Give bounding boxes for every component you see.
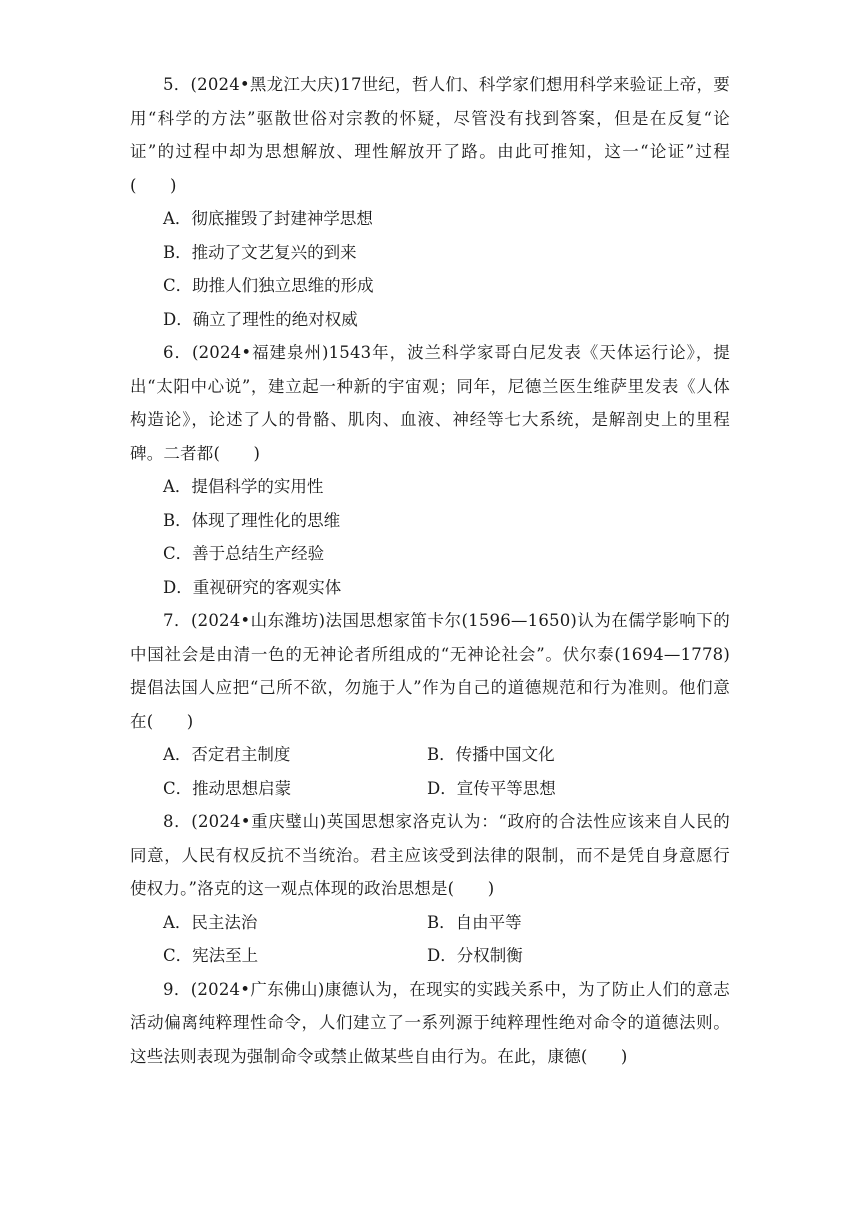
question-5-option-a: A．彻底摧毁了封建神学思想 bbox=[163, 209, 373, 228]
question-6 bbox=[130, 336, 730, 604]
question-8-options-row-2 bbox=[130, 939, 730, 973]
question-5-stem: 5．(2024•黑龙江大庆)17世纪，哲人们、科学家们想用科学来验证上帝，要用“科学的方法”驱散世俗对宗教的怀疑，尽管没有找到答案，但是在反复“论证”的过程中却为思想解放、理性解放开了路。由此可推知，这一“论证”过程( ) bbox=[130, 75, 730, 195]
question-8-option-c: C．宪法至上 bbox=[163, 946, 259, 965]
question-5 bbox=[130, 68, 730, 336]
question-8-option-a: A．民主法治 bbox=[163, 912, 258, 932]
question-8-option-b: B．自由平等 bbox=[427, 912, 522, 932]
question-9 bbox=[130, 973, 730, 1074]
question-8 bbox=[130, 805, 730, 973]
question-8-stem: 8．(2024•重庆璧山)英国思想家洛克认为：“政府的合法性应该来自人民的同意，人民有权反抗不当统治。君主应该受到法律的限制，而不是凭自身意愿行使权力。”洛克的这一观点体现的政治思想是( ) bbox=[130, 812, 730, 898]
question-6-option-a: A．提倡科学的实用性 bbox=[163, 477, 324, 496]
question-7-option-b: B．传播中国文化 bbox=[427, 745, 555, 764]
question-7-options-row-1 bbox=[130, 738, 730, 772]
question-6-stem: 6．(2024•福建泉州)1543年，波兰科学家哥白尼发表《天体运行论》，提出“太阳中心说”，建立起一种新的宇宙观；同年，尼德兰医生维萨里发表《人体构造论》，论述了人的骨骼、肌肉、血液、神经等七大系统，是解剖史上的里程碑。二者都( ) bbox=[130, 343, 730, 463]
question-7-option-c: C．推动思想启蒙 bbox=[163, 778, 292, 798]
question-7-options-row-2 bbox=[130, 772, 730, 806]
question-6-option-b: B．体现了理性化的思维 bbox=[163, 510, 341, 530]
question-5-option-c: C．助推人们独立思维的形成 bbox=[163, 276, 374, 295]
question-7 bbox=[130, 604, 730, 805]
question-5-option-d: D．确立了理性的绝对权威 bbox=[163, 309, 358, 329]
question-7-option-d: D．宣传平等思想 bbox=[427, 778, 556, 798]
question-7-stem: 7．(2024•山东潍坊)法国思想家笛卡尔(1596—1650)认为在儒学影响下的中国社会是由清一色的无神论者所组成的“无神论社会”。伏尔泰(1694—1778)提倡法国人应把“己所不欲，勿施于人”作为自己的道德规范和行为准则。他们意在( ) bbox=[130, 611, 730, 731]
question-7-option-a: A．否定君主制度 bbox=[163, 745, 291, 764]
question-5-option-b: B．推动了文艺复兴的到来 bbox=[163, 242, 357, 262]
question-6-option-d: D．重视研究的客观实体 bbox=[163, 577, 342, 597]
document-page bbox=[130, 68, 730, 1073]
question-8-option-d: D．分权制衡 bbox=[427, 946, 523, 965]
question-8-options-row-1 bbox=[130, 906, 730, 940]
question-9-stem: 9．(2024•广东佛山)康德认为，在现实的实践关系中，为了防止人们的意志活动偏离纯粹理性命令，人们建立了一系列源于纯粹理性绝对命令的道德法则。这些法则表现为强制命令或禁止做某些自由行为。在此，康德( ) bbox=[130, 979, 730, 1066]
question-6-option-c: C．善于总结生产经验 bbox=[163, 544, 325, 563]
